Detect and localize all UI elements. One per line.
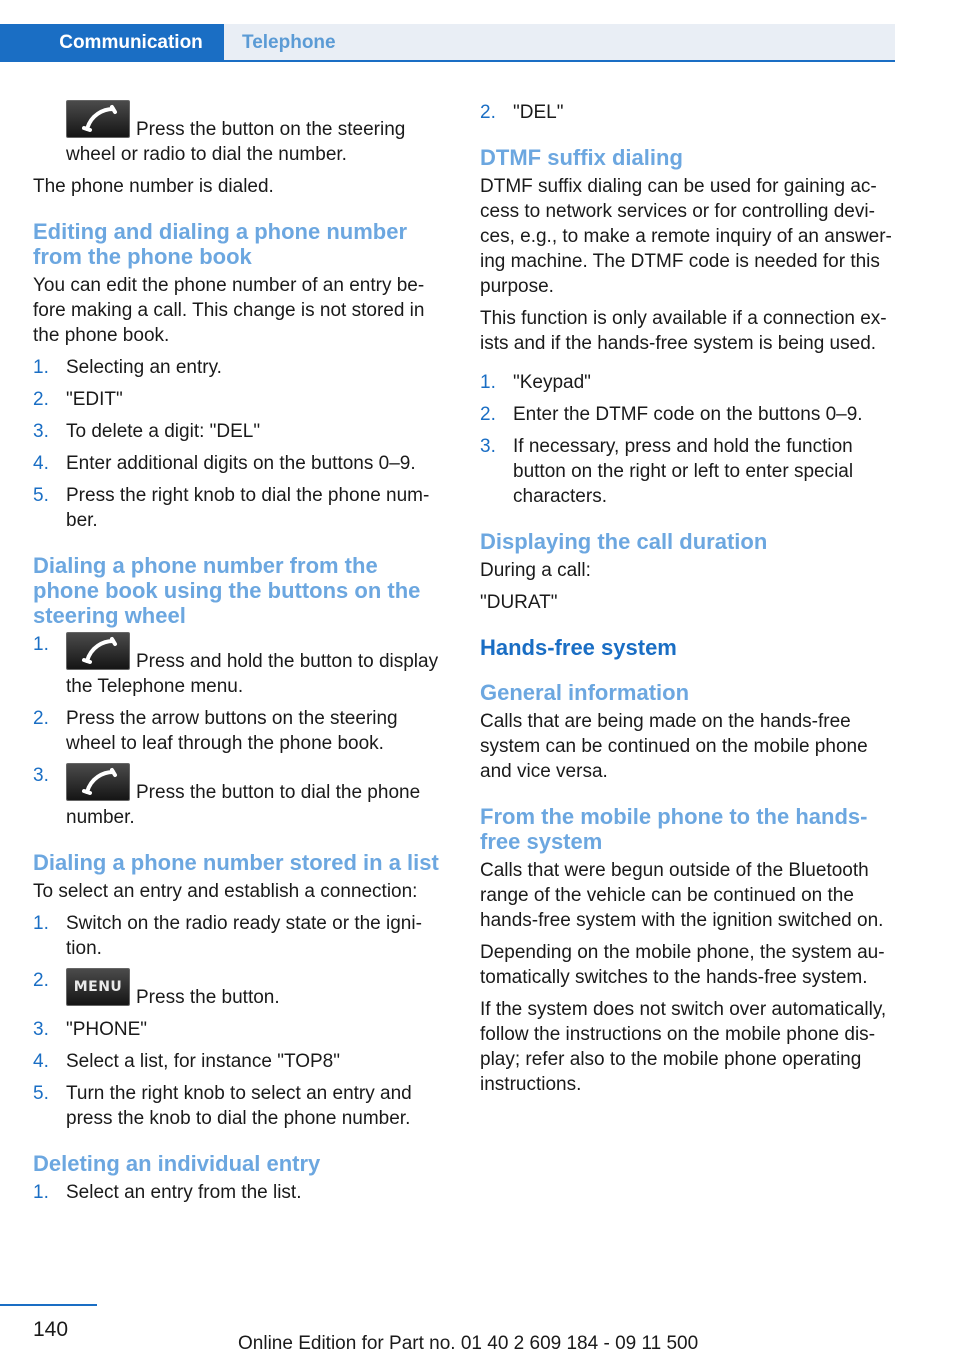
list-item: 3. To delete a digit: "DEL" [33,421,261,442]
left-column [33,100,449,1213]
duration-text-2: "DURAT" [480,592,558,613]
intro-result: The phone number is dialed. [33,176,274,197]
list-item: 3. If necessary, press and hold the function button on the right or left to enter special characters. [480,436,854,507]
edit-text: You can edit the phone number of an entry before making a call. This change is not stored in the phone book. [33,275,425,346]
page-header [0,24,895,62]
intro-paragraph [33,100,449,167]
phone-handset-icon [66,100,130,138]
list-item: 2. "EDIT" [33,389,123,410]
heading-edit-dial: Editing and dialing a phone number from the phone book [33,219,407,269]
continued-steps [480,100,896,125]
list-item: 1. "Keypad" [480,372,591,393]
steering-steps [33,632,449,830]
intro-button-text: Press the button on the steering wheel or radio to dial the number. [66,119,406,165]
right-column [480,100,896,1104]
list-item: 1. Switch on the radio ready state or the ignition. [33,913,422,959]
from-text-2: Depending on the mobile phone, the system automatically switches to the hands-free system. [480,942,885,988]
list-item: 2. "DEL" [480,102,564,123]
duration-text-1: During a call: [480,560,591,581]
footer-rule [0,1304,97,1306]
list-item: 1. Press and hold the button to display the Telephone menu. [33,634,439,697]
general-text: Calls that are being made on the hands-free system can be continued on the mobile phone and vice versa. [480,711,868,782]
header-section: Communication [0,24,224,62]
heading-steering-wheel: Dialing a phone number from the phone book using the buttons on the steering wheel [33,553,421,628]
edition-text: Online Edition for Part no. 01 40 2 609 184 - 09 11 500 [238,1333,699,1354]
dtmf-text-1: DTMF suffix dialing can be used for gaining access to network services or for controlling devices, e.g., to make a remote inquiry of an answering machine. The DTMF code is needed for this purpose. [480,176,892,297]
dtmf-steps [480,370,896,509]
menu-button-icon: MENU [66,968,130,1006]
page-number: 140 [33,1318,69,1341]
delete-steps [33,1180,449,1205]
heading-hands-free: Hands-free system [480,635,677,660]
list-item: 4. Select a list, for instance "TOP8" [33,1051,340,1072]
phone-handset-icon [66,632,130,670]
heading-list-dial: Dialing a phone number stored in a list [33,850,439,875]
heading-dtmf: DTMF suffix dialing [480,145,683,170]
heading-call-duration: Displaying the call duration [480,529,768,554]
from-text-1: Calls that were begun outside of the Bluetooth range of the vehicle can be continued on the hands-free system with the ignition switched on. [480,860,884,931]
list-item: 5. Press the right knob to dial the phone number. [33,485,430,531]
list-item: 2. Enter the DTMF code on the buttons 0–9. [480,404,863,425]
list-item: 1. Selecting an entry. [33,357,222,378]
list-item: 1. Select an entry from the list. [33,1182,302,1203]
heading-delete-entry: Deleting an individual entry [33,1151,321,1176]
dtmf-text-2: This function is only available if a connection exists and if the hands-free system is being used. [480,308,887,354]
edit-steps [33,355,449,533]
list-item: 5. Turn the right knob to select an entry and press the knob to dial the phone number. [33,1083,412,1129]
from-text-3: If the system does not switch over automatically, follow the instructions on the mobile phone display; refer also to the mobile phone operating instructions. [480,999,887,1095]
list-item: 3. "PHONE" [33,1019,148,1040]
list-item: 2. Press the arrow buttons on the steering wheel to leaf through the phone book. [33,708,398,754]
header-rule [224,60,895,62]
list-item: 4. Enter additional digits on the buttons 0–9. [33,453,416,474]
heading-mobile-to-handsfree: From the mobile phone to the hands-free system [480,804,868,854]
heading-general-info: General information [480,680,690,705]
list-item: 2. MENU Press the button. [33,970,280,1008]
list-steps [33,911,449,1131]
list-text: To select an entry and establish a connection: [33,881,418,902]
list-item: 3. Press the button to dial the phone number. [33,765,421,828]
phone-handset-icon [66,763,130,801]
header-chapter: Telephone [224,24,895,62]
